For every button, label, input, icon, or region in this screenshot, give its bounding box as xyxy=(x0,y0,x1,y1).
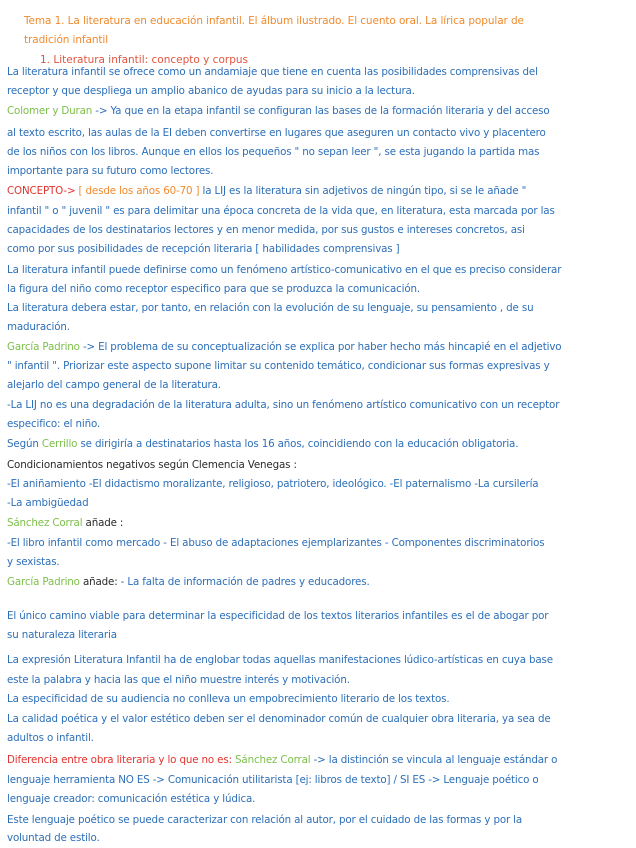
note-line xyxy=(7,629,117,642)
note-text: Diferencia entre obra literaria y lo que no es: xyxy=(7,754,232,766)
note-text: García Padrino xyxy=(7,576,80,588)
note-line xyxy=(7,264,561,277)
note-text: importante para su futuro como lectores. xyxy=(7,165,214,177)
note-line xyxy=(7,537,544,550)
note-text: especifico: el niño. xyxy=(7,418,101,430)
note-line xyxy=(7,478,538,491)
note-line xyxy=(7,497,88,510)
note-text: -El libro infantil como mercado - El abuso de adaptaciones ejemplarizantes - Componentes discriminatorios xyxy=(7,537,545,549)
note-text: añade: xyxy=(79,576,118,588)
note-line xyxy=(7,774,539,787)
note-line xyxy=(7,283,420,296)
note-line xyxy=(7,517,123,530)
note-text: La calidad poética y el valor estético deben ser el denominador común de cualquier obra literaria, ya sea de xyxy=(7,713,551,725)
note-text: La literatura infantil puede definirse como un fenómeno artístico-comunicativo en el que es preciso considerar xyxy=(7,264,562,276)
note-text: Sánchez Corral xyxy=(7,517,83,529)
note-line xyxy=(7,341,561,354)
note-line xyxy=(7,146,539,159)
note-text: voluntad de estilo. xyxy=(7,832,100,844)
note-line xyxy=(7,793,255,806)
note-line xyxy=(7,754,557,767)
note-line xyxy=(7,418,100,431)
note-text: lenguaje creador: comunicación estética y lúdica. xyxy=(7,793,256,805)
note-line xyxy=(7,105,550,118)
note-line xyxy=(7,127,546,140)
note-text: de los niños con los libros. Aunque en ellos los pequeños " no sepan leer ", se esta jugando la partida mas xyxy=(7,146,540,158)
note-text: La literatura infantil se ofrece como un andamiaje que tiene en cuenta las posibilidades comprensivas del xyxy=(7,66,538,78)
note-line xyxy=(7,66,538,79)
note-text: Condicionamientos negativos según Clemencia Venegas : xyxy=(7,459,297,471)
note-text: añade : xyxy=(82,517,124,529)
note-text: -La LIJ no es una degradación de la literatura adulta, sino un fenómeno artístico comunicativo con un receptor xyxy=(7,399,560,411)
note-line xyxy=(7,576,370,589)
note-line xyxy=(7,243,400,256)
note-line xyxy=(7,610,548,623)
note-text: La expresión Literatura Infantil ha de englobar todas aquellas manifestaciones lúdico-artísticas en cuya base xyxy=(7,654,553,666)
note-text: -El aniñamiento -El didactismo moralizante, religioso, patriotero, ideológico. -El paternalismo -La cursilería xyxy=(7,478,539,490)
note-text: " infantil ". Priorizar este aspecto supone limitar su contenido temático, condicionar sus formas expresivas y xyxy=(7,360,550,372)
note-text: [ desde los años 60-70 ] xyxy=(75,185,200,197)
note-line xyxy=(7,205,555,218)
note-text: como por sus posibilidades de recepción literaria [ habilidades comprensivas ] xyxy=(7,243,400,255)
note-text: Según xyxy=(7,438,42,450)
note-text: García Padrino xyxy=(7,341,80,353)
note-text: al texto escrito, las aulas de la EI deben convertirse en lugares que aseguren un contacto vivo y placentero xyxy=(7,127,546,139)
note-line xyxy=(7,693,450,706)
note-line xyxy=(7,85,415,98)
note-text: Colomer y Duran xyxy=(7,105,93,117)
note-text: alejarlo del campo general de la literatura. xyxy=(7,379,221,391)
note-line xyxy=(7,832,100,845)
note-text: lenguaje herramienta NO ES -> Comunicación utilitarista [ej: libros de texto] / SI ES -> Lenguaje poético o xyxy=(7,774,539,786)
note-text: La literatura debera estar, por tanto, en relación con la evolución de su lenguaje, su pensamiento , de su xyxy=(7,302,534,314)
note-line xyxy=(7,459,297,472)
note-text: se dirigiría a destinatarios hasta los 16 años, coincidiendo con la educación obligatoria. xyxy=(77,438,519,450)
note-text: Este lenguaje poético se puede caracterizar con relación al autor, por el cuidado de las formas y por la xyxy=(7,814,523,826)
note-text: adultos o infantil. xyxy=(7,732,94,744)
note-text: - La falta de información de padres y educadores. xyxy=(117,576,370,588)
note-line xyxy=(7,185,526,198)
note-line xyxy=(7,814,522,827)
note-line xyxy=(7,302,533,315)
note-line xyxy=(7,224,525,237)
note-text: -> la distinción se vincula al lenguaje estándar o xyxy=(310,754,558,766)
note-line xyxy=(7,732,94,745)
note-line xyxy=(7,654,553,667)
note-line xyxy=(7,438,518,451)
page-title-line-1: Tema 1. La literatura en educación infantil. El álbum ilustrado. El cuento oral. La lírica popular de xyxy=(24,15,524,27)
note-text: este la palabra y hacia las que el niño muestre interés y motivación. xyxy=(7,674,350,686)
note-line xyxy=(7,713,551,726)
note-text: receptor y que despliega un amplio abanico de ayudas para su inicio a la lectura. xyxy=(7,85,415,97)
note-text: Sánchez Corral xyxy=(231,754,311,766)
note-text: -> Ya que en la etapa infantil se configuran las bases de la formación literaria y del acceso xyxy=(92,105,550,117)
note-text: -La ambigüedad xyxy=(7,497,89,509)
note-text: El único camino viable para determinar la especificidad de los textos literarios infantiles es el de abogar por xyxy=(7,610,549,622)
note-line xyxy=(7,321,70,334)
note-text: maduración. xyxy=(7,321,70,333)
section-subtitle: 1. Literatura infantil: concepto y corpus xyxy=(40,54,248,66)
note-text: capacidades de los destinatarios lectores y en menor medida, por sus gustos e intereses concretos, asi xyxy=(7,224,525,236)
note-text: la figura del niño como receptor especifico para que se produzca la comunicación. xyxy=(7,283,421,295)
note-text: infantil " o " juvenil " es para delimitar una época concreta de la vida que, en literatura, esta marcada por las xyxy=(7,205,555,217)
note-text: La especificidad de su audiencia no conlleva un empobrecimiento literario de los textos. xyxy=(7,693,450,705)
note-line xyxy=(7,399,559,412)
note-line xyxy=(7,556,60,569)
note-text: y sexistas. xyxy=(7,556,60,568)
note-text: la LIJ es la literatura sin adjetivos de ningún tipo, si se le añade " xyxy=(199,185,527,197)
note-text: -> El problema de su conceptualización se explica por haber hecho más hincapié en el adjetivo xyxy=(79,341,562,353)
note-text: su naturaleza literaria xyxy=(7,629,117,641)
page-title-line-2: tradición infantil xyxy=(24,34,109,46)
note-line xyxy=(7,674,350,687)
note-text: Cerrillo xyxy=(41,438,78,450)
note-text: CONCEPTO-> xyxy=(7,185,76,197)
note-line xyxy=(7,379,221,392)
note-line xyxy=(7,360,550,373)
note-line xyxy=(7,165,213,178)
